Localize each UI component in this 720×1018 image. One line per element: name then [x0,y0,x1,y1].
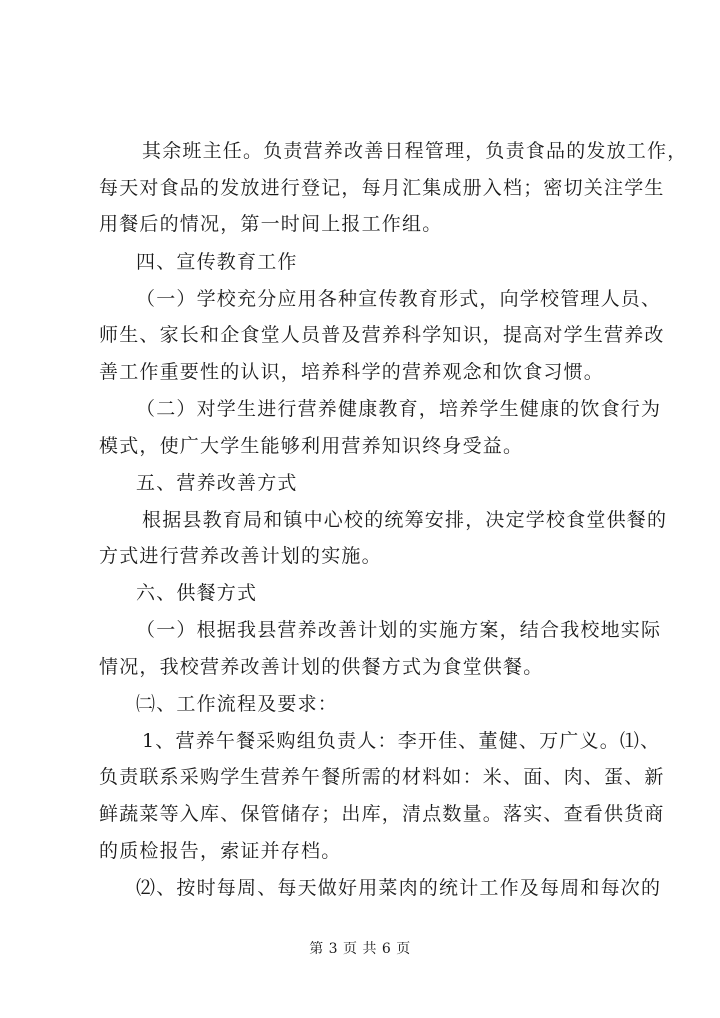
section-heading: 五、营养改善方式 [136,472,298,494]
paragraph-line: 善工作重要性的认识，培养科学的营养观念和饮食习惯。 [99,361,605,383]
paragraph-line: 方式进行营养改善计划的实施。 [99,545,382,567]
paragraph-line: 的质检报告，索证并存档。 [99,840,342,862]
paragraph-line: 情况，我校营养改善计划的供餐方式为食堂供餐。 [99,656,544,678]
section-heading: 四、宣传教育工作 [136,251,298,273]
paragraph-line: 1、营养午餐采购组负责人：李开佳、董健、万广义。⑴、 [142,730,661,752]
section-heading: ㈡、工作流程及要求： [136,693,339,715]
paragraph-line: ⑵、按时每周、每天做好用菜肉的统计工作及每周和每次的 [136,877,662,899]
paragraph-line: 根据县教育局和镇中心校的统筹安排，决定学校食堂供餐的 [142,509,668,531]
paragraph-line: 每天对食品的发放进行登记，每月汇集成册入档；密切关注学生 [99,177,665,199]
page-number-footer: 第 3 页 共 6 页 [309,941,411,957]
paragraph-line: （一）学校充分应用各种宣传教育形式，向学校管理人员、 [136,288,662,310]
paragraph-line: 师生、家长和企食堂人员普及营养科学知识，提高对学生营养改 [99,324,665,346]
paragraph-line: 模式，使广大学生能够利用营养知识终身受益。 [99,435,524,457]
paragraph-line: 负责联系采购学生营养午餐所需的材料如：米、面、肉、蛋、新 [99,766,665,788]
paragraph-line: 用餐后的情况，第一时间上报工作组。 [99,213,443,235]
section-heading: 六、供餐方式 [136,582,258,604]
paragraph-line: （一）根据我县营养改善计划的实施方案，结合我校地实际 [136,619,662,641]
paragraph-line: 其余班主任。负责营养改善日程管理，负责食品的发放工作， [142,140,688,162]
paragraph-line: 鲜蔬菜等入库、保管储存；出库，清点数量。落实、查看供货商 [99,803,665,825]
paragraph-line: （二）对学生进行营养健康教育，培养学生健康的饮食行为 [136,398,662,420]
